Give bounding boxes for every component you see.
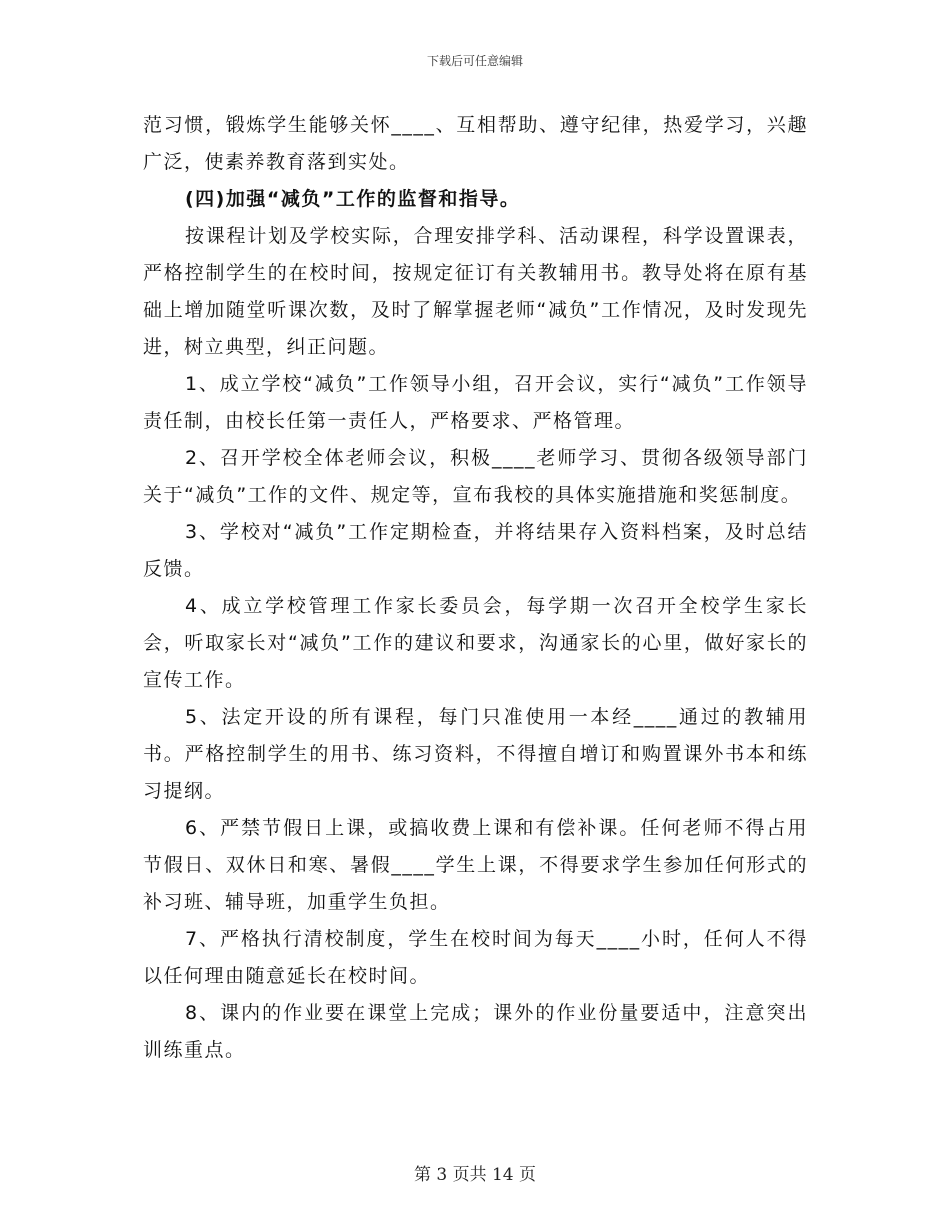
document-body [143, 107, 808, 1069]
paragraph-continuation: 范习惯，锻炼学生能够关怀____、互相帮助、遵守纪律，热爱学习，兴趣广泛，使素养教育落到实处。 [143, 114, 808, 173]
list-item-7: 7、严格执行清校制度，学生在校时间为每天____小时，任何人不得以任何理由随意延长在校时间。 [143, 928, 808, 987]
paragraph-intro: 按课程计划及学校实际，合理安排学科、活动课程，科学设置课表，严格控制学生的在校时间，按规定征订有关教辅用书。教导处将在原有基础上增加随堂听课次数，及时了解掌握老师“减负”工作情况，及时发现先进，树立典型，纠正问题。 [143, 225, 808, 358]
list-item-8: 8、课内的作业要在课堂上完成；课外的作业份量要适中，注意突出训练重点。 [143, 1002, 808, 1061]
list-item-5: 5、法定开设的所有课程，每门只准使用一本经____通过的教辅用书。严格控制学生的用书、练习资料，不得擅自增订和购置课外书本和练习提纲。 [143, 706, 808, 802]
list-item-4: 4、成立学校管理工作家长委员会，每学期一次召开全校学生家长会，听取家长对“减负”工作的建议和要求，沟通家长的心里，做好家长的宣传工作。 [143, 595, 808, 691]
section-heading: (四)加强“减负”工作的监督和指导。 [185, 188, 521, 210]
page-header: 下载后可任意编辑 [426, 54, 523, 68]
list-item-3: 3、学校对“减负”工作定期检查，并将结果存入资料档案，及时总结反馈。 [143, 521, 808, 580]
page-number: 第 3 页共 14 页 [413, 1165, 537, 1185]
list-item-2: 2、召开学校全体老师会议，积极____老师学习、贯彻各级领导部门关于“减负”工作的文件、规定等，宣布我校的具体实施措施和奖惩制度。 [143, 447, 808, 506]
list-item-1: 1、成立学校“减负”工作领导小组，召开会议，实行“减负”工作领导责任制，由校长任第一责任人，严格要求、严格管理。 [143, 373, 808, 432]
list-item-6: 6、严禁节假日上课，或搞收费上课和有偿补课。任何老师不得占用节假日、双休日和寒、暑假____学生上课，不得要求学生参加任何形式的补习班、辅导班，加重学生负担。 [143, 817, 808, 913]
